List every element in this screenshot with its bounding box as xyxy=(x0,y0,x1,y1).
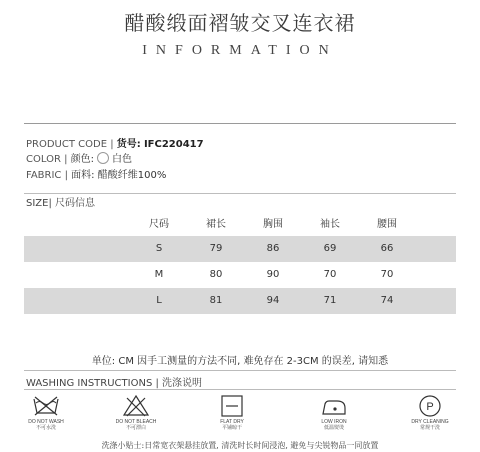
low-iron-en: LOW IRON xyxy=(321,419,347,425)
table-cell: L xyxy=(156,295,162,306)
wash-icon-item xyxy=(16,394,76,431)
table-cell: 94 xyxy=(266,295,280,306)
table-header-cell: 腰围 xyxy=(377,219,397,230)
table-header-cell: 裙长 xyxy=(206,219,226,230)
table-row xyxy=(24,262,456,288)
wash-icon-item xyxy=(202,394,262,431)
size-section-label: SIZE| 尺码信息 xyxy=(26,198,96,209)
page-subtitle: INFORMATION xyxy=(142,43,338,58)
table-cell: S xyxy=(155,243,163,254)
table-cell xyxy=(310,314,350,340)
dry-clean-en: DRY CLEANING xyxy=(411,419,449,425)
table-cell: 90 xyxy=(266,269,280,280)
color-value: 白色 xyxy=(112,154,133,165)
no-wash-cn: 不可水洗 xyxy=(35,425,56,431)
no-bleach-cn: 不可漂白 xyxy=(125,425,146,431)
no-bleach-en: DO NOT BLEACH xyxy=(115,419,157,425)
flat-dry-cn: 平铺晾干 xyxy=(221,425,242,431)
table-cell: 69 xyxy=(323,243,337,254)
wash-icon-item xyxy=(106,394,166,431)
table-row xyxy=(24,288,456,314)
table-row xyxy=(24,236,456,262)
table-cell xyxy=(139,314,179,340)
flat-dry-icon xyxy=(217,394,247,418)
washing-tips: 洗涤小贴士:日常宽衣架悬挂放置, 清洗时长时间浸泡, 避免与尖锐物品一同放置 xyxy=(101,441,379,450)
table-cell: 74 xyxy=(380,295,394,306)
color-row: COLOR | 颜色: 白色 xyxy=(26,154,133,165)
table-cell xyxy=(253,314,293,340)
dry-clean-icon xyxy=(415,394,445,418)
fabric-value: 醋酸纤维100% xyxy=(97,170,167,181)
table-header-cell: 袖长 xyxy=(320,219,340,230)
table-header-row xyxy=(24,212,456,236)
fabric-label: FABRIC xyxy=(26,170,62,181)
table-cell: 86 xyxy=(266,243,280,254)
table-cell: 80 xyxy=(209,269,223,280)
table-cell: M xyxy=(154,269,164,280)
table-cell: 71 xyxy=(323,295,337,306)
table-header-cell: 胸围 xyxy=(263,219,283,230)
washing-divider xyxy=(24,370,456,371)
svg-text:P: P xyxy=(426,401,434,413)
table-cell: 70 xyxy=(380,269,394,280)
product-code-label: PRODUCT CODE xyxy=(26,139,108,150)
table-row xyxy=(24,314,456,342)
no-bleach-icon xyxy=(121,394,151,418)
table-cell: 81 xyxy=(209,295,223,306)
table-cell xyxy=(367,314,407,340)
measurement-note: 单位: CM 因手工测量的方法不同, 难免存在 2-3CM 的误差, 请知悉 xyxy=(91,356,389,367)
wash-icon-item xyxy=(304,394,364,431)
page-title: 醋酸缎面褶皱交叉连衣裙 xyxy=(124,11,356,35)
no-wash-en: DO NOT WASH xyxy=(28,419,64,425)
color-cn: 颜色: xyxy=(70,154,95,165)
color-swatch xyxy=(97,152,109,164)
product-code-value: IFC220417 xyxy=(143,139,204,150)
table-cell: 79 xyxy=(209,243,223,254)
washing-label: WASHING INSTRUCTIONS | 洗涤说明 xyxy=(26,378,203,389)
fabric-row: FABRIC | 面料: 醋酸纤维100% xyxy=(26,170,167,181)
fabric-cn: 面料: xyxy=(71,170,95,181)
product-code-cn: 货号: xyxy=(116,139,141,150)
low-iron-icon xyxy=(319,394,349,418)
table-header-cell: 尺码 xyxy=(149,219,169,230)
table-cell: 66 xyxy=(380,243,394,254)
table-cell: 70 xyxy=(323,269,337,280)
size-table xyxy=(24,212,456,342)
dry-clean-cn: 常规干洗 xyxy=(419,425,440,431)
low-iron-cn: 低温熨烫 xyxy=(323,425,344,431)
product-code-row: PRODUCT CODE | 货号: IFC220417 xyxy=(26,139,204,150)
flat-dry-en: FLAT DRY xyxy=(220,419,244,425)
washing-divider-bottom xyxy=(24,389,456,390)
wash-icon-item xyxy=(400,394,460,431)
table-cell xyxy=(196,314,236,340)
color-label: COLOR xyxy=(26,154,61,165)
no-wash-icon xyxy=(31,394,61,418)
top-divider xyxy=(24,123,456,124)
